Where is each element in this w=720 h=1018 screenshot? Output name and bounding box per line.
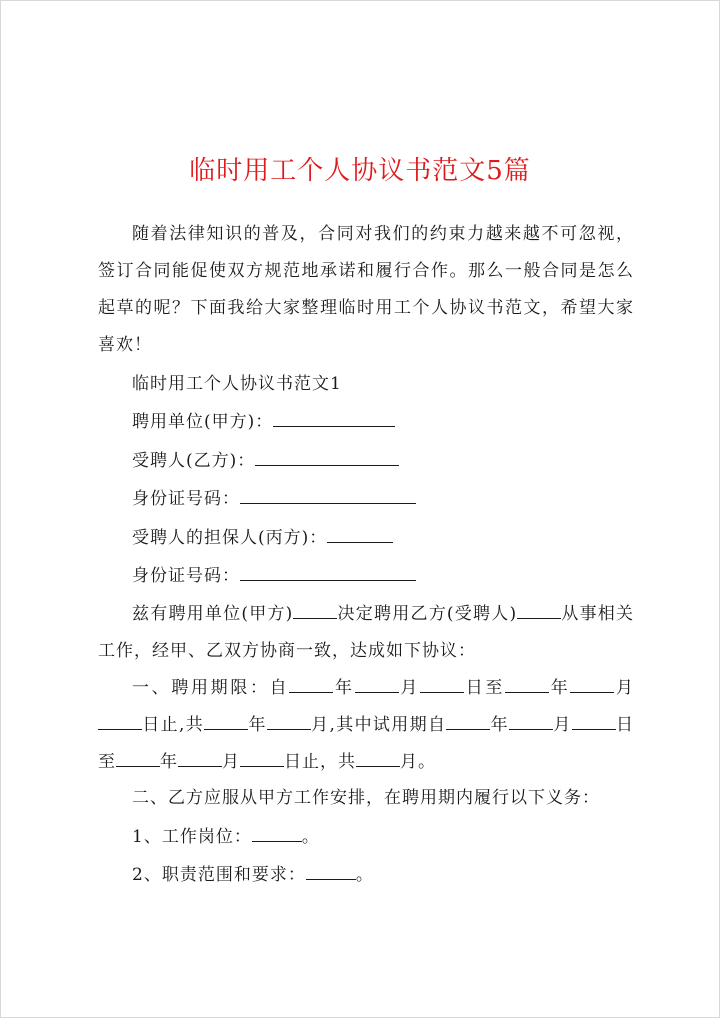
duties-item	[132, 863, 634, 887]
blank	[116, 750, 160, 767]
year-label: 年	[248, 715, 267, 735]
guarantor-blank	[327, 526, 393, 543]
agreement-intro-part-b: 决定聘用乙方(受聘人)	[337, 604, 518, 624]
blank	[505, 676, 549, 693]
month-label: 月	[398, 678, 421, 698]
id-number-blank-2	[240, 564, 416, 581]
term-label: 一、聘用期限：自	[132, 678, 290, 698]
id-number-label-1: 身份证号码：	[132, 489, 240, 509]
period: 。	[301, 827, 320, 847]
employee-label: 受聘人(乙方)：	[132, 451, 256, 471]
duties-blank	[306, 863, 356, 880]
employer-name-blank	[293, 602, 337, 619]
blank	[446, 713, 490, 730]
blank	[420, 676, 464, 693]
year-label: 年	[549, 678, 571, 698]
period: 。	[355, 865, 374, 885]
agreement-intro	[98, 596, 634, 670]
blank	[204, 713, 248, 730]
blank	[178, 750, 222, 767]
blank	[356, 750, 400, 767]
id-number-field-2	[132, 564, 634, 588]
employee-blank	[255, 449, 399, 466]
job-position-blank	[252, 825, 302, 842]
blank	[289, 676, 333, 693]
month-label: 月	[614, 678, 635, 698]
month-label: 月	[222, 752, 240, 772]
agreement-intro-part-a: 兹有聘用单位(甲方)	[132, 604, 294, 624]
blank	[98, 713, 142, 730]
blank	[240, 750, 284, 767]
job-position-label: 1、工作岗位：	[132, 827, 252, 847]
id-number-field-1	[132, 487, 634, 511]
section-heading: 临时用工个人协议书范文1	[132, 374, 342, 394]
month-end-label: 月。	[400, 752, 436, 772]
month-label: 月	[552, 715, 572, 735]
employer-blank	[273, 410, 395, 427]
intro-paragraph: 随着法律知识的普及，合同对我们的约束力越来越不可忽视，签订合同能促使双方规范地承诺和履行合作。那么一般合同是怎么起草的呢？下面我给大家整理临时用工个人协议书范文，希望大家喜欢！	[98, 224, 634, 355]
clause-two: 二、乙方应服从甲方工作安排，在聘用期内履行以下义务：	[132, 788, 600, 808]
year-label: 年	[333, 678, 355, 698]
agreement-intro-part-c: 从事相关工作，经甲、乙双方协商一致，达成如下协议：	[98, 604, 635, 661]
year-label: 年	[160, 752, 178, 772]
id-number-label-2: 身份证号码：	[132, 566, 240, 586]
blank	[509, 713, 553, 730]
id-number-blank-1	[240, 487, 416, 504]
employee-field	[132, 449, 634, 473]
clause-one-term	[98, 670, 634, 781]
day-end-label: 日止，共	[284, 752, 356, 772]
year-label: 年	[490, 715, 509, 735]
day-to-label: 日至	[98, 715, 635, 772]
job-position-item	[132, 825, 634, 849]
blank	[570, 676, 614, 693]
blank	[355, 676, 399, 693]
employee-name-blank	[517, 602, 561, 619]
blank	[267, 713, 311, 730]
guarantor-field	[132, 526, 634, 550]
employer-field	[132, 410, 634, 434]
day-end-label: 日止,共	[142, 715, 205, 735]
duties-label: 2、职责范围和要求：	[132, 865, 306, 885]
probation-label: 月,其中试用期自	[310, 715, 447, 735]
document-title: 临时用工个人协议书范文5篇	[189, 156, 531, 186]
blank	[572, 713, 616, 730]
guarantor-label: 受聘人的担保人(丙方)：	[132, 528, 328, 548]
day-to-label: 日至	[464, 678, 506, 698]
employer-label: 聘用单位(甲方)：	[132, 412, 274, 432]
